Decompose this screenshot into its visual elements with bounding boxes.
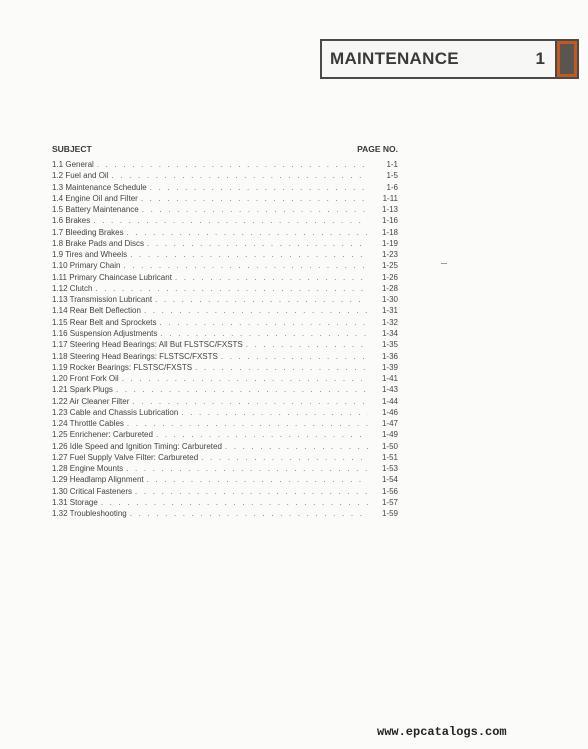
toc-entry-page: 1-5 bbox=[386, 171, 398, 181]
toc-dot-leader bbox=[147, 238, 368, 249]
toc-entry-page: 1-46 bbox=[381, 407, 398, 417]
toc-entry-title: 1.29 Headlamp Alignment bbox=[52, 475, 144, 485]
toc-entry-title: 1.14 Rear Belt Deflection bbox=[52, 306, 141, 316]
toc-entry[interactable] bbox=[52, 328, 398, 339]
toc-entry-page: 1-31 bbox=[381, 306, 398, 316]
toc-entry-title: 1.12 Clutch bbox=[52, 283, 93, 293]
toc-entry[interactable] bbox=[52, 272, 398, 283]
toc-entry-page: 1-16 bbox=[381, 216, 398, 226]
toc-entry[interactable] bbox=[52, 204, 398, 215]
toc-entry-page: 1-34 bbox=[381, 328, 398, 338]
toc-entry-page: 1-53 bbox=[381, 464, 398, 474]
toc-entry-title: 1.8 Brake Pads and Discs bbox=[52, 238, 145, 248]
toc-entry[interactable] bbox=[52, 474, 398, 485]
toc-dot-leader bbox=[147, 474, 368, 485]
toc-dot-leader bbox=[93, 215, 368, 226]
toc-entry-page: 1-47 bbox=[381, 419, 398, 429]
toc-entry-title: 1.1 General bbox=[52, 160, 94, 169]
toc-entry-page: 1-51 bbox=[381, 452, 398, 462]
toc-entry-page: 1-36 bbox=[381, 351, 398, 361]
toc-entry[interactable] bbox=[52, 193, 398, 204]
toc-entry[interactable] bbox=[52, 396, 398, 407]
toc-entry-title: 1.21 Spark Plugs bbox=[52, 385, 113, 395]
toc-dot-leader bbox=[201, 452, 368, 463]
toc-entry-title: 1.24 Throttle Cables bbox=[52, 419, 124, 429]
toc-entry[interactable] bbox=[52, 215, 398, 226]
toc-dot-leader bbox=[127, 227, 368, 238]
toc-dot-leader bbox=[101, 497, 368, 508]
chapter-color-tab bbox=[557, 39, 579, 79]
toc-entry[interactable] bbox=[52, 373, 398, 384]
toc-entry[interactable] bbox=[52, 294, 398, 305]
toc-entry-page: 1-23 bbox=[381, 250, 398, 260]
toc-entry-title: 1.23 Cable and Chassis Lubrication bbox=[52, 407, 179, 417]
toc-entry-page: 1-44 bbox=[381, 396, 398, 406]
toc-dot-leader bbox=[130, 249, 368, 260]
toc-entry-page: 1-30 bbox=[381, 295, 398, 305]
subject-column-label: SUBJECT bbox=[52, 144, 92, 154]
toc-entry-title: 1.28 Engine Mounts bbox=[52, 464, 124, 474]
toc-dot-leader bbox=[181, 407, 368, 418]
toc-entry[interactable] bbox=[52, 249, 398, 260]
toc-entry-title: 1.3 Maintenance Schedule bbox=[52, 182, 147, 192]
toc-entry[interactable] bbox=[52, 238, 398, 249]
toc-entry[interactable] bbox=[52, 260, 398, 271]
toc-entry-title: 1.25 Enrichener: Carbureted bbox=[52, 430, 153, 440]
toc-entry-page: 1-28 bbox=[381, 283, 398, 293]
toc-dot-leader bbox=[225, 441, 368, 452]
toc-entry-title: 1.20 Front Fork Oil bbox=[52, 374, 119, 384]
page-column-label: PAGE NO. bbox=[357, 144, 398, 154]
toc-list bbox=[52, 159, 398, 520]
toc-entry-page: 1-57 bbox=[381, 497, 398, 507]
toc-entry-title: 1.16 Suspension Adjustments bbox=[52, 328, 158, 338]
toc-entry-title: 1.27 Fuel Supply Valve Filter: Carbureted bbox=[52, 452, 199, 462]
toc-dot-leader bbox=[141, 193, 368, 204]
toc-entry-page: 1-1 bbox=[386, 160, 398, 169]
toc-dot-leader bbox=[130, 508, 368, 519]
toc-dot-leader bbox=[123, 260, 368, 271]
toc-dot-leader bbox=[156, 429, 368, 440]
toc-dot-leader bbox=[175, 272, 368, 283]
toc-entry[interactable] bbox=[52, 362, 398, 373]
toc-entry-title: 1.9 Tires and Wheels bbox=[52, 250, 128, 260]
toc-entry[interactable] bbox=[52, 441, 398, 452]
toc-entry[interactable] bbox=[52, 463, 398, 474]
toc-entry-page: 1-25 bbox=[381, 261, 398, 271]
toc-dot-leader bbox=[132, 396, 368, 407]
toc-entry-page: 1-49 bbox=[381, 430, 398, 440]
toc-entry-page: 1-39 bbox=[381, 362, 398, 372]
toc-entry[interactable] bbox=[52, 317, 398, 328]
toc-entry[interactable] bbox=[52, 384, 398, 395]
toc-entry[interactable] bbox=[52, 339, 398, 350]
toc-entry-title: 1.19 Rocker Bearings: FLSTSC/FXSTS bbox=[52, 362, 193, 372]
toc-entry-page: 1-13 bbox=[381, 205, 398, 215]
toc-entry[interactable] bbox=[52, 486, 398, 497]
toc-entry-title: 1.13 Transmission Lubricant bbox=[52, 295, 153, 305]
toc-entry-page: 1-41 bbox=[381, 374, 398, 384]
chapter-header-box bbox=[320, 39, 557, 79]
toc-entry[interactable] bbox=[52, 497, 398, 508]
toc-dot-leader bbox=[142, 204, 368, 215]
toc-entry[interactable] bbox=[52, 508, 398, 519]
toc-entry[interactable] bbox=[52, 305, 398, 316]
toc-dot-leader bbox=[160, 328, 368, 339]
toc-dot-leader bbox=[155, 294, 368, 305]
toc-dot-leader bbox=[126, 463, 368, 474]
toc-entry-title: 1.7 Bleeding Brakes bbox=[52, 227, 124, 237]
toc-header bbox=[52, 144, 398, 156]
toc-entry-title: 1.5 Battery Maintenance bbox=[52, 205, 139, 215]
toc-entry-page: 1-50 bbox=[381, 441, 398, 451]
watermark-url: www.epcatalogs.com bbox=[377, 725, 507, 739]
toc-entry-page: 1-18 bbox=[381, 227, 398, 237]
toc-entry-title: 1.18 Steering Head Bearings: FLSTSC/FXSTS bbox=[52, 351, 218, 361]
toc-dot-leader bbox=[127, 418, 368, 429]
toc-dot-leader bbox=[116, 384, 368, 395]
toc-entry[interactable] bbox=[52, 429, 398, 440]
toc-dot-leader bbox=[144, 305, 368, 316]
toc-dot-leader bbox=[122, 373, 368, 384]
toc-entry-title: 1.22 Air Cleaner Filter bbox=[52, 396, 130, 406]
toc-entry-page: 1-32 bbox=[381, 317, 398, 327]
toc-entry[interactable] bbox=[52, 418, 398, 429]
toc-entry-title: 1.10 Primary Chain bbox=[52, 261, 121, 271]
toc-entry-title: 1.26 Idle Speed and Ignition Timing: Carbureted bbox=[52, 441, 222, 451]
toc-dot-leader bbox=[111, 170, 368, 181]
toc-entry[interactable] bbox=[52, 182, 398, 193]
toc-dot-leader bbox=[97, 159, 368, 170]
toc-entry-title: 1.11 Primary Chaincase Lubricant bbox=[52, 272, 172, 282]
toc-entry[interactable] bbox=[52, 452, 398, 463]
toc-entry-title: 1.15 Rear Belt and Sprockets bbox=[52, 317, 157, 327]
toc-entry-page: 1-19 bbox=[381, 238, 398, 248]
toc-entry-page: 1-43 bbox=[381, 385, 398, 395]
toc-dot-leader bbox=[221, 351, 368, 362]
toc-dot-leader bbox=[246, 339, 368, 350]
toc-dot-leader bbox=[95, 283, 368, 294]
toc-entry-title: 1.6 Brakes bbox=[52, 216, 91, 226]
toc-entry[interactable] bbox=[52, 407, 398, 418]
toc-entry-page: 1-56 bbox=[381, 486, 398, 496]
toc-entry[interactable] bbox=[52, 351, 398, 362]
toc-dot-leader bbox=[195, 362, 368, 373]
toc-entry-page: 1-11 bbox=[382, 193, 398, 203]
toc-entry-page: 1-6 bbox=[386, 182, 398, 192]
toc-entry-page: 1-59 bbox=[381, 509, 398, 519]
toc-entry[interactable] bbox=[52, 283, 398, 294]
toc-entry-title: 1.31 Storage bbox=[52, 497, 98, 507]
toc-entry[interactable] bbox=[52, 159, 398, 170]
stray-mark bbox=[441, 263, 447, 264]
toc-entry-title: 1.17 Steering Head Bearings: All But FLSTSC/FXSTS bbox=[52, 340, 243, 350]
chapter-title: MAINTENANCE bbox=[330, 49, 459, 68]
toc-entry[interactable] bbox=[52, 227, 398, 238]
toc-entry-title: 1.2 Fuel and Oil bbox=[52, 171, 109, 181]
toc-entry-title: 1.32 Troubleshooting bbox=[52, 509, 127, 519]
toc-dot-leader bbox=[135, 486, 368, 497]
toc-dot-leader bbox=[150, 182, 368, 193]
toc-entry-title: 1.4 Engine Oil and Filter bbox=[52, 193, 138, 203]
toc-entry[interactable] bbox=[52, 170, 398, 181]
toc-entry-page: 1-54 bbox=[381, 475, 398, 485]
toc-entry-page: 1-26 bbox=[381, 272, 398, 282]
toc-entry-title: 1.30 Critical Fasteners bbox=[52, 486, 133, 496]
toc-dot-leader bbox=[160, 317, 368, 328]
chapter-number: 1 bbox=[535, 49, 545, 68]
toc-entry-page: 1-35 bbox=[381, 340, 398, 350]
